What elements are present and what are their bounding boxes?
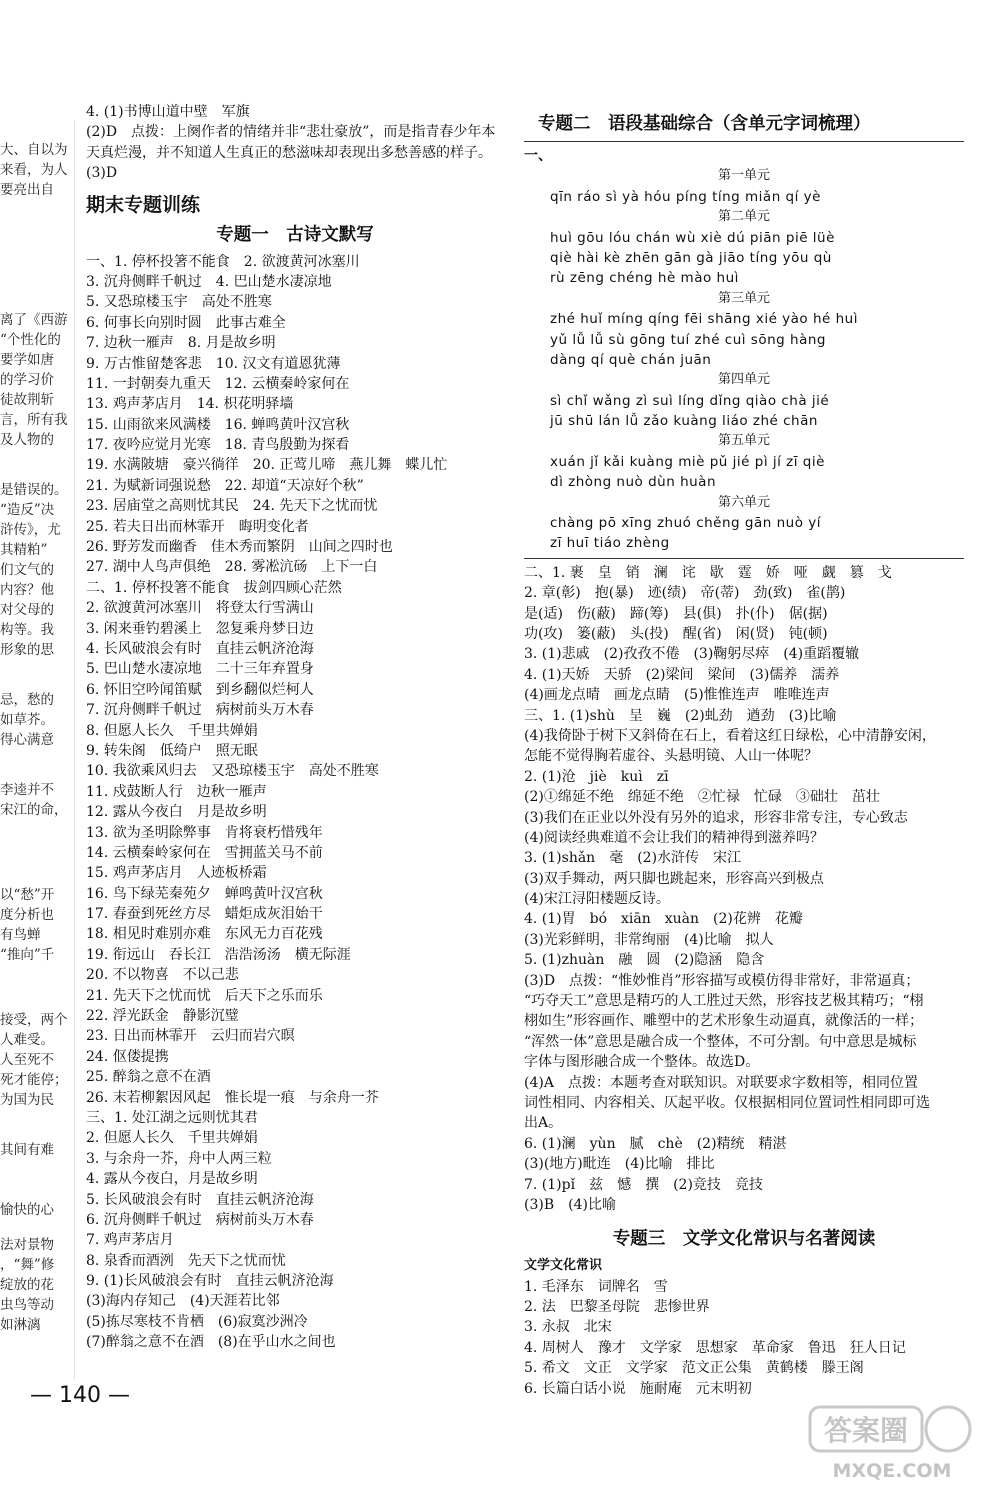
cutoff-text-line: 的学习价 bbox=[0, 372, 54, 388]
answer-line: 17. 春蚕到死丝方尽 蜡炬成灰泪始干 bbox=[86, 906, 323, 923]
cutoff-text-line: “推向”千 bbox=[0, 947, 55, 963]
cutoff-text-line: 接受，两个 bbox=[0, 1012, 68, 1028]
answer-line: 2. 欲渡黄河冰塞川 将登太行雪满山 bbox=[86, 600, 314, 617]
answer-line: 6. (1)澜 yùn 腻 chè (2)精统 精湛 bbox=[524, 1135, 787, 1152]
answer-line: 23. 日出而林霏开 云归而岩穴暝 bbox=[86, 1028, 295, 1045]
cutoff-text-line: 言，所有我 bbox=[0, 412, 68, 428]
answer-line: 5. (1)zhuàn 融 圆 (2)隐涵 隐含 bbox=[524, 952, 765, 969]
answer-line: 2. 章(彰) 抱(暴) 迹(绩) 帝(蒂) 劲(致) 雀(鹊) bbox=[524, 585, 846, 602]
cutoff-text-line: 大、自以为 bbox=[0, 142, 68, 158]
answer-line: 4. 周树人 豫才 文学家 思想家 革命家 鲁迅 狂人日记 bbox=[524, 1339, 906, 1356]
pinyin-line: yǔ lǚ lǚ sù gōng tuí zhé cuì sōng hàng bbox=[550, 331, 826, 348]
cutoff-text-line: 虫鸟等动 bbox=[0, 1297, 54, 1313]
cutoff-text-line: 内容？他 bbox=[0, 582, 54, 598]
cutoff-text-line: 及人物的 bbox=[0, 432, 54, 448]
unit-heading: 第四单元 bbox=[717, 372, 770, 388]
cutoff-text-line: “个性化的 bbox=[0, 332, 61, 348]
answer-line: 4. 长风破浪会有时 直挂云帆济沧海 bbox=[86, 640, 314, 657]
cutoff-text-line: 李逵并不 bbox=[0, 782, 54, 798]
answer-line: (3)光彩鲜明，非常绚丽 (4)比喻 拟人 bbox=[524, 931, 774, 948]
answer-line: 4. (1)书博山道中壁 军旗 bbox=[86, 104, 250, 120]
answer-line: 8. 泉香而酒洌 先天下之忧而忧 bbox=[86, 1252, 286, 1269]
answer-line: 3. 与余舟一芥，舟中人两三粒 bbox=[86, 1150, 272, 1167]
cutoff-text-line: 们文气的 bbox=[0, 562, 54, 578]
answer-line: (4)画龙点晴 画龙点睛 (5)惟惟连声 唯唯连声 bbox=[524, 687, 830, 704]
answer-line: 24. 伛偻提携 bbox=[86, 1048, 169, 1065]
cutoff-text-line: 来看，为人 bbox=[0, 162, 68, 178]
answer-line: 26. 野芳发而幽香 佳木秀而繁阴 山间之四时也 bbox=[86, 539, 393, 556]
answer-line: 11. 戍鼓断人行 边秋一雁声 bbox=[86, 783, 267, 800]
answer-line: 7. 边秋一雁声 8. 月是故乡明 bbox=[86, 335, 276, 352]
answer-line: 6. 何事长向别时圆 此事古难全 bbox=[86, 314, 286, 331]
answer-line: (3)D bbox=[86, 165, 118, 182]
answer-line: 23. 居庙堂之高则忧其民 24. 先天下之忧而忧 bbox=[86, 498, 378, 515]
answer-line: 4. (1)天娇 天骄 (2)梁间 梁间 (3)儒养 濡养 bbox=[524, 666, 840, 683]
answer-line: 12. 露从今夜白 月是故乡明 bbox=[86, 804, 267, 821]
answer-line: (4)阅读经典难道不会让我们的精神得到滋养吗？ bbox=[524, 829, 824, 846]
answer-line: 21. 先天下之忧而忧 后天下之乐而乐 bbox=[86, 987, 323, 1004]
answer-line: (3)双手舞动，两只脚也跳起来，形容高兴到极点 bbox=[524, 870, 824, 887]
pinyin-line: sì chǐ wǎng zì suì líng dǐng qiào chà jié bbox=[550, 392, 830, 409]
answer-line: 19. 水满陂塘 豪兴徜徉 20. 正莺儿啼 燕儿舞 蝶儿忙 bbox=[86, 457, 448, 474]
answer-line: 三、1. (1)shù 呈 巍 (2)虬劲 遒劲 (3)比喻 bbox=[524, 707, 837, 724]
answer-line: (3)海内存知己 (4)天涯若比邻 bbox=[86, 1293, 280, 1310]
answer-line: (7)醉翁之意不在酒 (8)在乎山水之间也 bbox=[86, 1334, 336, 1351]
cutoff-text-line: 度分析也 bbox=[0, 907, 54, 923]
watermark-text: 答案圈 bbox=[823, 1414, 909, 1447]
pinyin-line: dàng qí què chán juān bbox=[550, 351, 712, 368]
answer-line: 4. (1)胃 bó xiān xuàn (2)花辨 花瓣 bbox=[524, 911, 803, 928]
answer-line: 6. 沉舟侧畔千帆过 病树前头万木春 bbox=[86, 1211, 314, 1228]
language-answers-list bbox=[524, 563, 964, 1216]
answer-line: 3. (1)悲戚 (2)孜孜不倦 (3)鞠躬尽瘁 (4)重蹈覆辙 bbox=[524, 646, 860, 663]
unit-heading: 第一单元 bbox=[717, 168, 770, 184]
literature-answers-list bbox=[524, 1277, 964, 1399]
cutoff-text-line: 忌，愁的 bbox=[0, 692, 54, 708]
answer-line: 6. 长篇白话小说 施耐庵 元末明初 bbox=[524, 1380, 752, 1397]
cutoff-text-line: 如淋漓 bbox=[0, 1317, 41, 1333]
answer-line: (3)D 点拨：“惟妙惟肖”形容描写或模仿得非常好，非常逼真； bbox=[524, 972, 920, 989]
cutoff-text-line: 要亮出自 bbox=[0, 182, 54, 198]
watermark-logo bbox=[808, 1403, 978, 1483]
cutoff-text-line: 有鸟蝉 bbox=[0, 927, 41, 943]
pinyin-line: qīn ráo sì yà hóu píng tíng miǎn qí yè bbox=[550, 188, 821, 205]
answer-line: 13. 欲为圣明除弊事 肯将衰朽惜残年 bbox=[86, 824, 323, 841]
answer-line: (2)D 点拨：上阕作者的情绪并非“悲壮豪放”，而是指青春少年本 bbox=[86, 124, 496, 141]
answer-line: 二、1. 停杯投箸不能食 拔剑四顾心茫然 bbox=[86, 579, 342, 596]
pinyin-line: rù zēng chéng hè mào huì bbox=[550, 270, 739, 287]
cutoff-text-line: 对父母的 bbox=[0, 602, 54, 618]
page-number: — 140 — bbox=[30, 1383, 130, 1408]
answer-line: 2. 法 巴黎圣母院 悲惨世界 bbox=[524, 1299, 710, 1316]
cutoff-text-line: 浒传》，尤 bbox=[0, 522, 61, 538]
pinyin-line: zī huī tiáo zhèng bbox=[550, 535, 670, 552]
answer-line: (5)拣尽寒枝不肯栖 (6)寂寞沙洲冷 bbox=[86, 1313, 308, 1330]
cutoff-text-line: 死才能停； bbox=[0, 1072, 68, 1088]
answer-line: (3)B (4)比喻 bbox=[524, 1196, 616, 1213]
cutoff-text-line: 离了《西游 bbox=[0, 312, 68, 328]
cutoff-text-line: “造反”决 bbox=[0, 502, 55, 518]
pinyin-line: jū shū lán lǚ zǎo kuàng liáo zhé chān bbox=[550, 413, 818, 430]
answer-line: 5. 长风破浪会有时 直挂云帆济沧海 bbox=[86, 1191, 314, 1208]
answer-line: 是(适) 伤(蔽) 蹄(筹) 县(俱) 扑(仆) 倨(据) bbox=[524, 605, 828, 622]
cutoff-text-line: 形象的思 bbox=[0, 642, 54, 658]
pinyin-line: qiè hài kè zhēn gān gà jiāo tíng yōu qù bbox=[550, 249, 832, 266]
cutoff-text-line: 宋江的命， bbox=[0, 802, 68, 818]
cutoff-text-line: 人至死不 bbox=[0, 1052, 54, 1068]
answer-line: 16. 鸟下绿芜秦苑夕 蝉鸣黄叶汉宫秋 bbox=[86, 885, 323, 902]
pinyin-line: dì zhòng nuò dùn huàn bbox=[550, 474, 717, 491]
answer-line: “浑然一体”意思是融合成一个整体，不可分割。句中意思是城标 bbox=[524, 1033, 917, 1050]
cutoff-text-line: 法对景物 bbox=[0, 1237, 54, 1253]
topic-two-title: 专题二 语段基础综合（含单元字词梳理） bbox=[538, 114, 871, 134]
cutoff-text-line: 为国为民 bbox=[0, 1092, 54, 1108]
part-one-label: 一、 bbox=[524, 148, 552, 164]
answer-line: 19. 衔远山 吞长江 浩浩汤汤 横无际涯 bbox=[86, 946, 351, 963]
answer-line: (3)我们在正业以外没有另外的追求，形容非常专注，专心致志 bbox=[524, 809, 908, 826]
unit-heading: 第五单元 bbox=[717, 433, 770, 449]
cutoff-text-line: 要学如唐 bbox=[0, 352, 54, 368]
intro-answers bbox=[86, 102, 504, 184]
section-title: 期末专题训练 bbox=[86, 193, 201, 216]
answer-line: 15. 山雨欲来风满楼 16. 蝉鸣黄叶汉宫秋 bbox=[86, 416, 350, 433]
answer-line: 5. 希文 文正 文学家 范文正公集 黄鹤楼 滕王阁 bbox=[524, 1360, 864, 1377]
answer-line: 一、1. 停杯投箸不能食 2. 欲渡黄河冰塞川 bbox=[86, 253, 360, 270]
cutoff-text-line: 绽放的花 bbox=[0, 1277, 54, 1293]
poetry-answers-list bbox=[86, 252, 504, 1353]
answer-line: 5. 巴山楚水凄凉地 二十三年弃置身 bbox=[86, 661, 314, 678]
answer-line: 7. (1)pǐ 兹 憾 撰 (2)竞技 竞技 bbox=[524, 1176, 763, 1193]
answer-line: 25. 若夫日出而林霏开 晦明变化者 bbox=[86, 518, 309, 535]
answer-line: 3. 闲来垂钓碧溪上 忽复乘舟梦日边 bbox=[86, 620, 314, 637]
answer-line: 6. 怀旧空吟闻笛赋 到乡翻似烂柯人 bbox=[86, 681, 314, 698]
answer-line: 1. 毛泽东 词牌名 雪 bbox=[524, 1278, 668, 1295]
answer-line: (3)(地方)毗连 (4)比喻 排比 bbox=[524, 1156, 715, 1173]
unit-heading: 第三单元 bbox=[717, 290, 770, 306]
cutoff-text-line: 得心满意 bbox=[0, 732, 54, 748]
answer-line: 7. 沉舟侧畔千帆过 病树前头万木春 bbox=[86, 702, 314, 719]
cutoff-text-line: ，“舞”修 bbox=[0, 1257, 55, 1273]
answer-line: 21. 为赋新词强说愁 22. 却道“天凉好个秋” bbox=[86, 477, 364, 494]
answer-line: 9. 转朱阁 低绮户 照无眠 bbox=[86, 742, 258, 759]
answer-line: 22. 浮光跃金 静影沉璧 bbox=[86, 1008, 239, 1025]
answer-line: 怎能不觉得胸若虚谷、头悬明镜、人山一体呢？ bbox=[524, 748, 818, 765]
pinyin-line: huì gōu lóu chán wù xiè dú piān piē lüè bbox=[550, 229, 835, 246]
answer-line: 17. 夜吟应觉月光寒 18. 青鸟殷勤为探看 bbox=[86, 437, 350, 454]
answer-line: 栩如生”形容画作、雕塑中的艺术形象生动逼真，就像活的一样； bbox=[524, 1013, 924, 1030]
answer-line: 14. 云横秦岭家何在 雪拥蓝关马不前 bbox=[86, 844, 323, 861]
answer-line: (4)我倚卧于树下又斜倚在石上，看着这红日绿松，心中清静安闲， bbox=[524, 727, 936, 744]
watermark-url: MXQE.COM bbox=[832, 1460, 952, 1482]
answer-line: 字体与图形融合成一个整体。故选D。 bbox=[524, 1054, 760, 1071]
answer-line: 出A。 bbox=[524, 1115, 563, 1132]
answer-line: 10. 我欲乘风归去 又恐琼楼玉宇 高处不胜寒 bbox=[86, 763, 379, 780]
answer-line: 13. 鸡声茅店月 14. 枳花明驿墙 bbox=[86, 396, 294, 413]
cutoff-text-line: 其精粕” bbox=[0, 542, 48, 558]
unit-heading: 第六单元 bbox=[717, 494, 770, 510]
column-divider bbox=[74, 120, 75, 1380]
answer-line: 天真烂漫，并不知道人生真正的愁滋味却表现出多愁善感的样子。 bbox=[86, 144, 492, 161]
answer-line: 11. 一封朝奏九重天 12. 云横秦岭家何在 bbox=[86, 375, 350, 392]
answer-line: 三、1. 处江湖之远则忧其君 bbox=[86, 1109, 258, 1126]
answer-line: 8. 但愿人长久 千里共婵娟 bbox=[86, 722, 258, 739]
answer-line: (4)A 点拨：本题考查对联知识。对联要求字数相等，相同位置 bbox=[524, 1074, 918, 1091]
cutoff-text-line: 愉快的心 bbox=[0, 1202, 54, 1218]
answer-line: 词性相同、内容相关、仄起平收。仅根据相同位置词性相同即可选 bbox=[524, 1094, 930, 1111]
answer-line: 20. 不以物喜 不以己悲 bbox=[86, 967, 239, 984]
answer-line: 二、1. 裹 皇 销 澜 诧 歇 霆 娇 哑 觑 篡 戈 bbox=[524, 564, 892, 581]
part-rule bbox=[524, 558, 964, 559]
answer-line: 15. 鸡声茅店月 人迹板桥霜 bbox=[86, 865, 267, 882]
answer-line: 9. (1)长风破浪会有时 直挂云帆济沧海 bbox=[86, 1273, 334, 1290]
answer-line: 2. (1)沧 jiè kuì zī bbox=[524, 768, 669, 785]
answer-line: 功(攻) 篓(蔽) 头(投) 醒(省) 闲(贤) 钝(顿) bbox=[524, 625, 828, 642]
pinyin-line: chàng pō xīng zhuó chěng gān nuò yí bbox=[550, 515, 821, 532]
topic-one-title: 专题一 古诗文默写 bbox=[216, 224, 374, 245]
pinyin-line: xuán jǐ kǎi kuàng miè pǔ jié pì jí zī qiè bbox=[550, 453, 825, 470]
topic-three-title: 专题三 文学文化常识与名著阅读 bbox=[612, 1229, 876, 1250]
answer-line: 18. 相见时难别亦难 东风无力百花残 bbox=[86, 926, 323, 943]
title-rule bbox=[524, 141, 964, 142]
answer-line: “巧夺天工”意思是精巧的人工胜过天然，形容技艺极其精巧；“栩 bbox=[524, 993, 924, 1010]
cutoff-text-line: 是错误的。 bbox=[0, 482, 68, 498]
answer-line: (2)①绵延不绝 绵延不绝 ②忙禄 忙碌 ③础壮 茁壮 bbox=[524, 789, 880, 806]
answer-column-1 bbox=[86, 102, 504, 1353]
answer-line: 2. 但愿人长久 千里共婵娟 bbox=[86, 1130, 258, 1147]
unit-heading: 第二单元 bbox=[717, 209, 770, 225]
cutoff-text-line: 如草芥。 bbox=[0, 712, 54, 728]
cutoff-text-line: 其间有难 bbox=[0, 1142, 54, 1158]
pinyin-line: zhé huǐ míng qíng fēi shāng xié yào hé huì bbox=[550, 311, 858, 328]
answer-line: 9. 万古惟留楚客悲 10. 汉文有道恩犹薄 bbox=[86, 355, 341, 372]
answer-line: 3. 沉舟侧畔千帆过 4. 巴山楚水凄凉地 bbox=[86, 273, 332, 290]
answer-line: 5. 又恐琼楼玉宇 高处不胜寒 bbox=[86, 294, 272, 311]
answer-line: 4. 露从今夜白，月是故乡明 bbox=[86, 1171, 258, 1188]
answer-line: 25. 醉翁之意不在酒 bbox=[86, 1069, 211, 1086]
answer-line: 3. (1)shǎn 毫 (2)水浒传 宋江 bbox=[524, 850, 742, 867]
answer-line: (4)宋江浔阳楼题反诗。 bbox=[524, 891, 670, 908]
left-margin-cutoff-text bbox=[0, 140, 72, 1400]
cutoff-text-line: 构等。我 bbox=[0, 622, 54, 638]
answer-line: 26. 末若柳絮因风起 惟长堤一痕 与余舟一芥 bbox=[86, 1089, 379, 1106]
cutoff-text-line: 以“愁”开 bbox=[0, 887, 55, 903]
cutoff-text-line: 徒故荆斩 bbox=[0, 392, 54, 408]
cutoff-text-line: 人难受。 bbox=[0, 1032, 54, 1048]
answer-column-2 bbox=[524, 110, 964, 1399]
answer-line: 7. 鸡声茅店月 bbox=[86, 1232, 174, 1249]
answer-line: 3. 永叔 北宋 bbox=[524, 1319, 612, 1336]
literature-subtitle: 文学文化常识 bbox=[524, 1258, 603, 1274]
unit-pinyin-list bbox=[524, 166, 964, 553]
answer-line: 27. 湖中人鸟声俱绝 28. 雾凇沆砀 上下一白 bbox=[86, 559, 378, 576]
